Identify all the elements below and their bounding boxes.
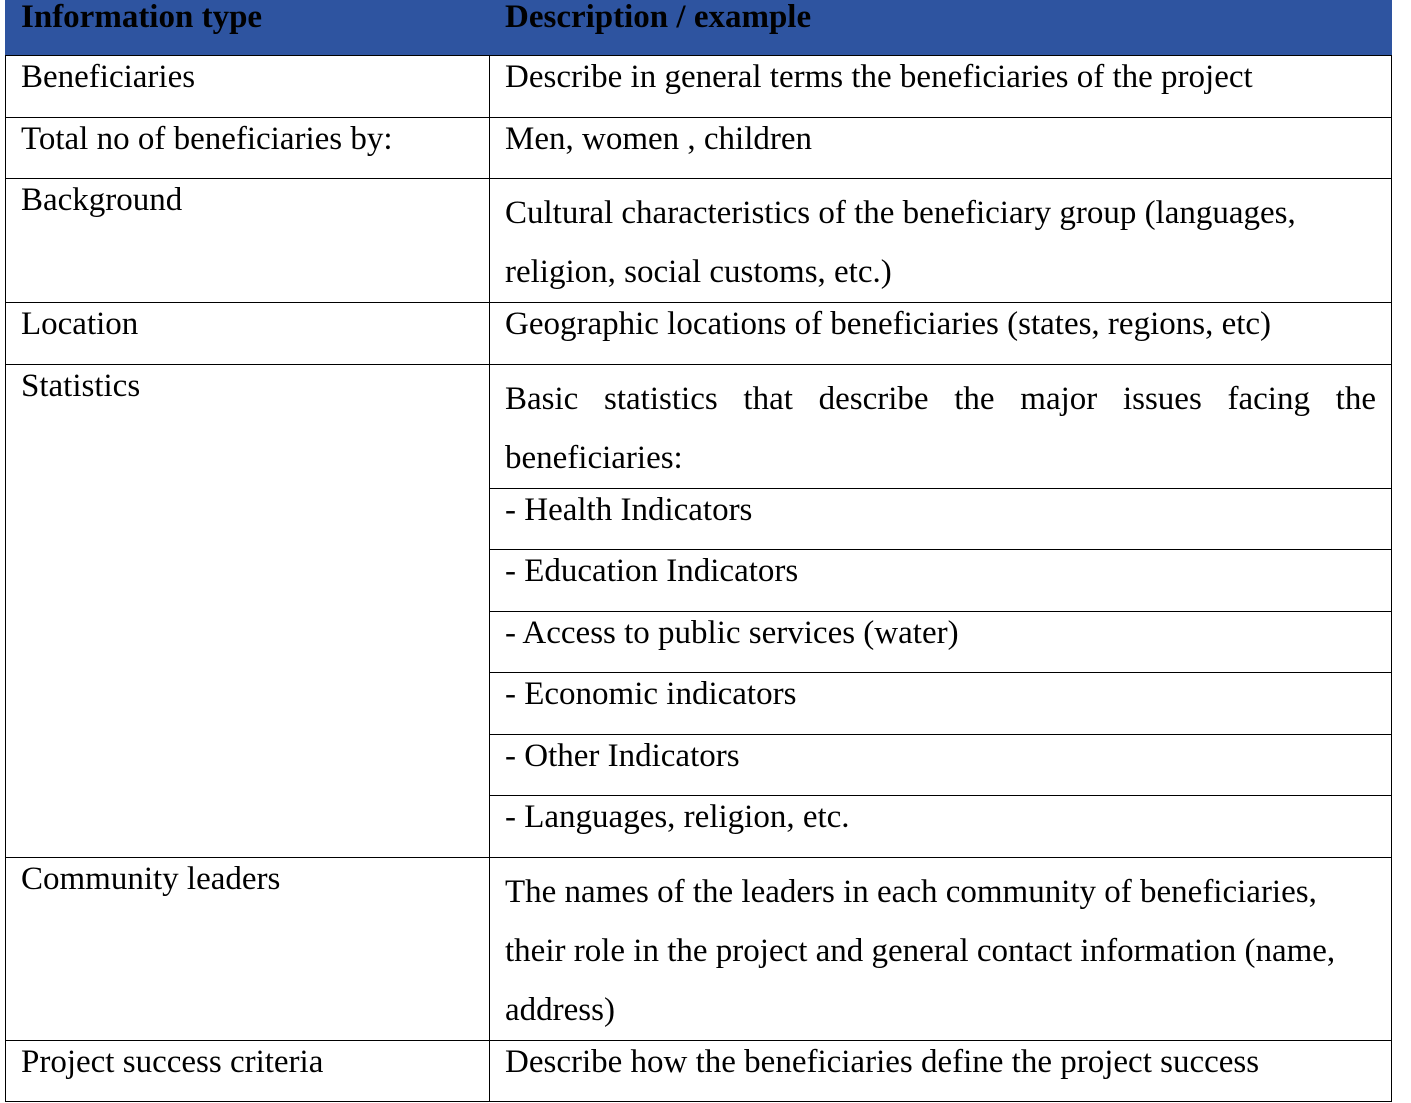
description-cell: Geographic locations of beneficiaries (states, regions, etc) [490,303,1392,365]
table-row [6,1040,1392,1102]
type-cell: Location [6,303,490,365]
table-row [6,857,1392,1040]
description-cell: Cultural characteristics of the beneficiary group (languages, religion, social customs, etc.) [490,179,1392,303]
table-row [6,179,1392,303]
statistics-item: - Access to public services (water) [490,611,1392,673]
statistics-item: - Economic indicators [490,673,1392,735]
description-cell: Describe how the beneficiaries define the project success [490,1040,1392,1102]
header-description-example: Description / example [490,0,1392,56]
statistics-item: - Other Indicators [490,734,1392,796]
description-cell: Basic statistics that describe the major issues facing the beneficiaries: [490,364,1392,488]
table-row [6,117,1392,179]
statistics-item: - Languages, religion, etc. [490,796,1392,858]
type-cell: Community leaders [6,857,490,1040]
information-table [5,0,1392,1102]
type-cell: Total no of beneficiaries by: [6,117,490,179]
table-row [6,303,1392,365]
description-cell: Men, women , children [490,117,1392,179]
description-cell: Describe in general terms the beneficiaries of the project [490,56,1392,118]
type-cell: Statistics [6,364,490,857]
type-cell: Background [6,179,490,303]
type-cell: Beneficiaries [6,56,490,118]
header-information-type: Information type [6,0,490,56]
description-cell: The names of the leaders in each community of beneficiaries, their role in the project and general contact information (name, address) [490,857,1392,1040]
statistics-item: - Education Indicators [490,550,1392,612]
type-cell: Project success criteria [6,1040,490,1102]
statistics-item: - Health Indicators [490,488,1392,550]
table-row [6,56,1392,118]
table-header-row [6,0,1392,56]
table-row [6,364,1392,488]
